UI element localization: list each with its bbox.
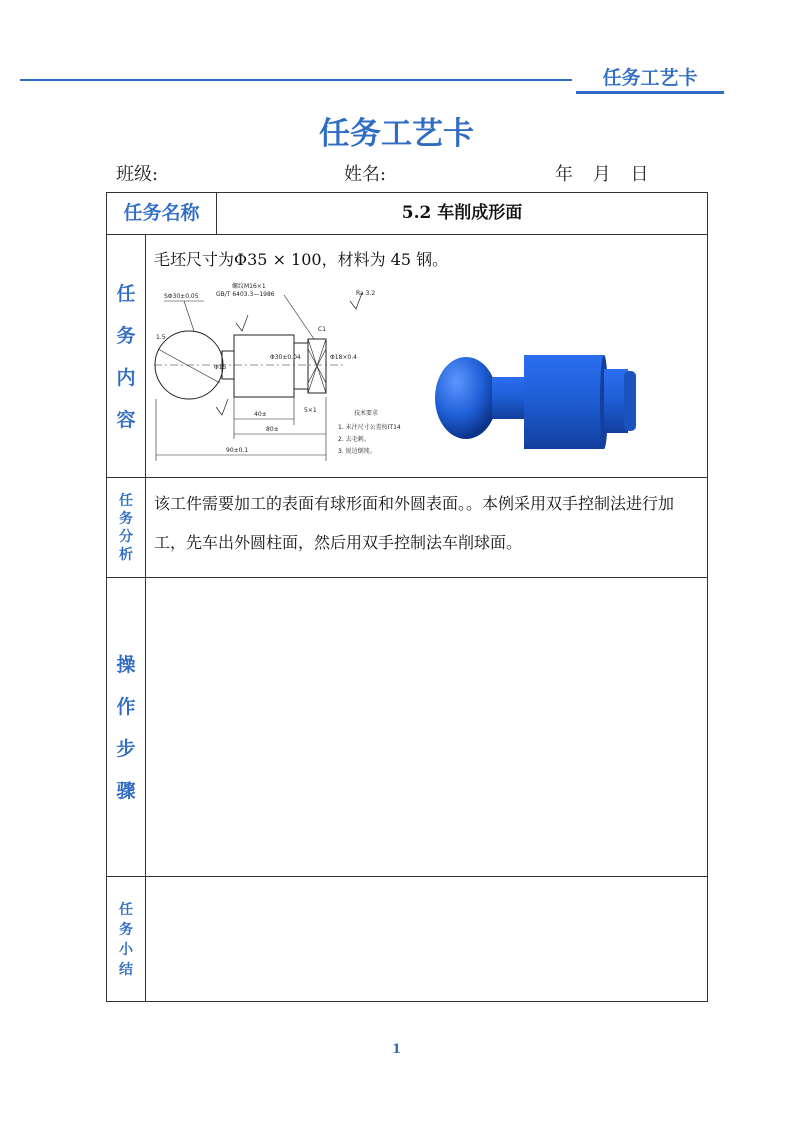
task-analysis-cell [146, 478, 707, 578]
task-content-cell [146, 235, 707, 478]
dim-length-2: 80± [266, 426, 279, 433]
tech-title: 技术要求 [354, 410, 379, 417]
content-text: 毛坯尺寸为Φ35 × 100，材料为 45 钢。 [154, 250, 449, 269]
dim-standard: GB/T 6403.3—1986 [216, 291, 275, 298]
date-label: 年 月 日 [555, 164, 649, 185]
dim-sphere: SΦ30±0.05 [164, 293, 199, 300]
tech-line1: 1. 未注尺寸公差按IT14 [338, 424, 401, 431]
header-tag: 任务工艺卡 [576, 65, 724, 94]
task-name-row [107, 193, 707, 234]
task-summary-label [107, 877, 146, 1002]
dim-chamfer: C1 [318, 326, 327, 333]
tech-line3: 3. 锐边倒钝。 [338, 448, 376, 455]
neck [492, 377, 526, 419]
task-name-label: 任务名称 [107, 193, 217, 234]
part-3d-render [434, 343, 644, 453]
process-card [106, 192, 708, 1002]
dim-length-1: 40± [254, 411, 267, 418]
name-label: 姓名: [344, 164, 387, 185]
task-content-row [107, 234, 707, 478]
body-cylinder [524, 355, 604, 449]
dim-r: 1.5 [156, 334, 166, 341]
dim-thread-note: 螺纹M16×1 [232, 283, 266, 290]
task-content-label [107, 235, 146, 478]
vertical-label-text: 任务分析 [119, 493, 133, 563]
dim-small: 5×1 [304, 407, 317, 414]
dim-thread: Φ18×0.4 [330, 354, 357, 361]
page-number: 1 [391, 1042, 402, 1057]
engineering-drawing [154, 279, 429, 469]
dim-length-total: 90±0.1 [226, 447, 249, 454]
vertical-label-text: 任务内容 [116, 282, 136, 431]
operation-steps-row [107, 577, 707, 877]
thread-end [624, 371, 636, 431]
class-label: 班级: [116, 164, 159, 185]
operation-steps-cell[interactable] [146, 578, 707, 877]
task-summary-row [107, 876, 707, 1002]
task-summary-cell[interactable] [146, 877, 707, 1002]
dim-neck: Φ15 [214, 364, 227, 371]
dim-body: Φ30±0.04 [270, 354, 301, 361]
surface-symbol: Ra 3.2 [356, 290, 376, 297]
vertical-label-text: 任务小结 [119, 901, 133, 978]
vertical-label-text: 操作步骤 [116, 653, 136, 802]
task-name-value: 5.2 车削成形面 [401, 203, 523, 223]
analysis-text: 该工件需要加工的表面有球形面和外圆表面。。本例采用双手控制法进行加工，先车出外圆柱面，然后用双手控制法车削球面。 [154, 494, 675, 552]
task-analysis-row [107, 477, 707, 578]
tech-line2: 2. 去毛刺。 [338, 436, 370, 443]
header-rule [20, 79, 572, 81]
task-analysis-label [107, 478, 146, 578]
sphere-head [435, 357, 497, 439]
page-title: 任务工艺卡 [319, 116, 474, 152]
operation-steps-label [107, 578, 146, 877]
